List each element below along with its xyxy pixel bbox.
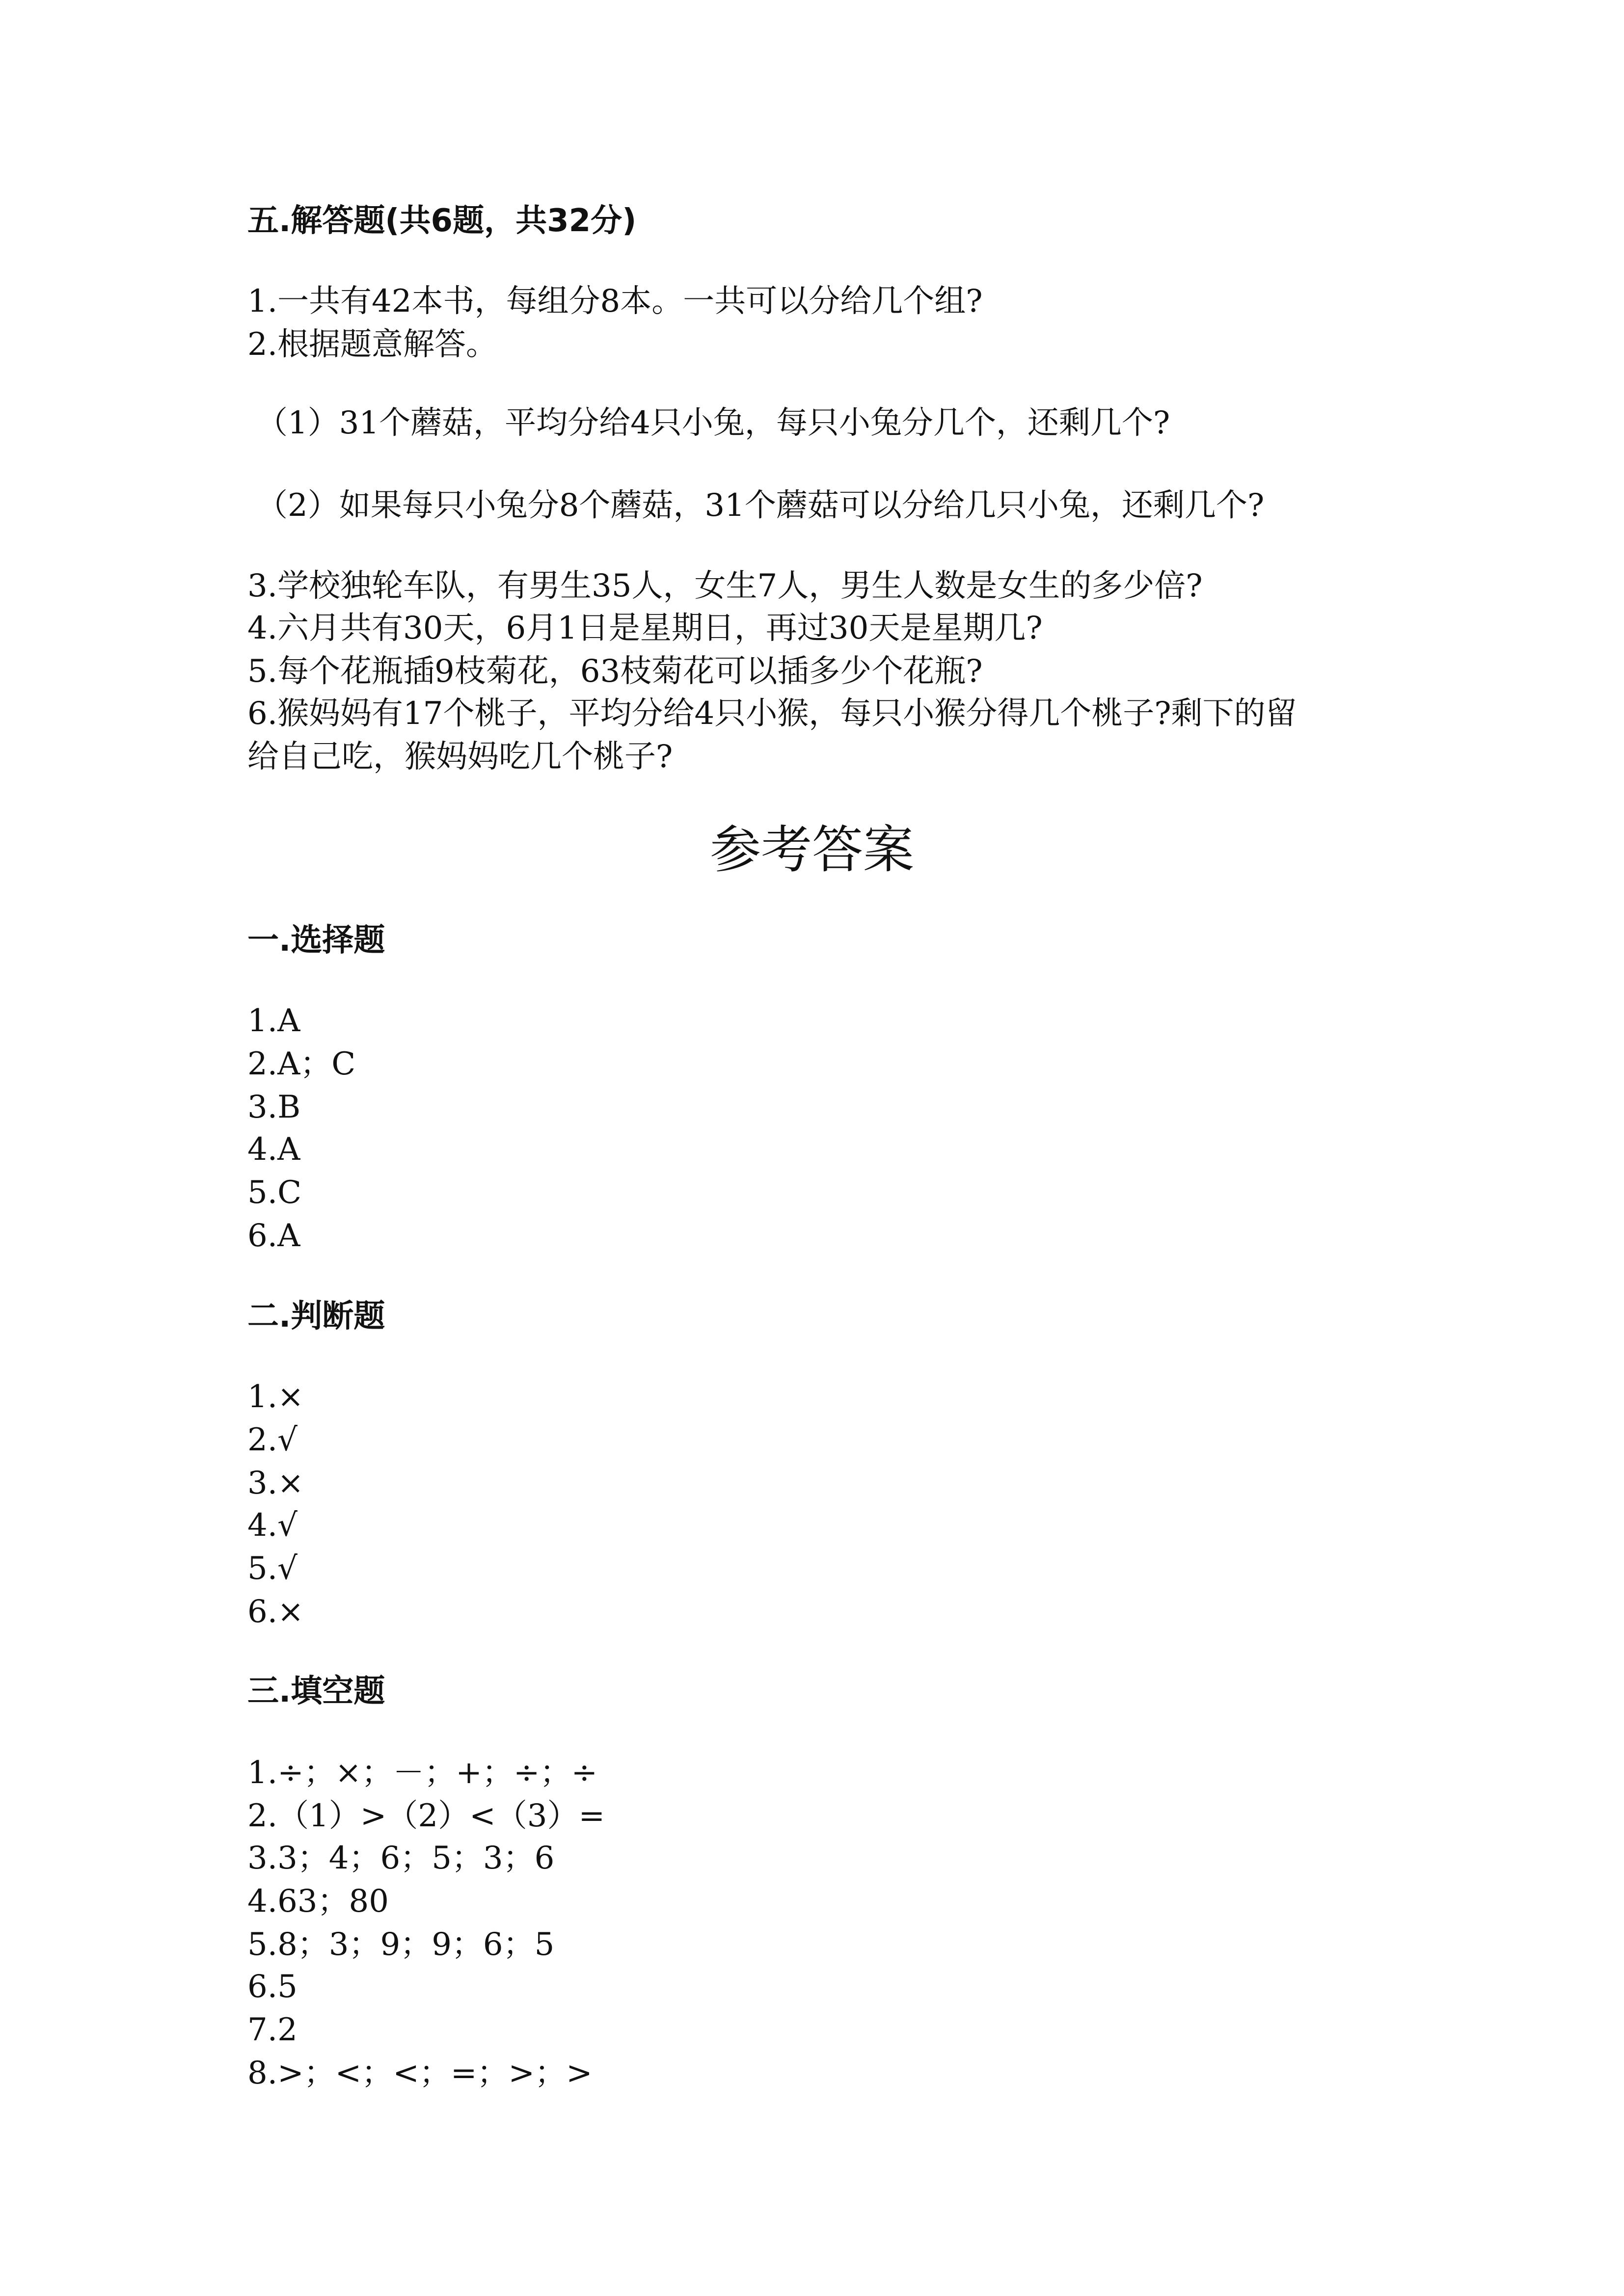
question-6-line-1: 6.猴妈妈有17个桃子，平均分给4只小猴，每只小猴分得几个桃子?剩下的留 <box>247 695 1297 732</box>
answer-fill-item: 2.（1）>（2）<（3）= <box>247 1798 605 1834</box>
answer-fill-item: 3.3；4；6；5；3；6 <box>247 1840 555 1876</box>
answer-choice-item: 1.A <box>247 1003 300 1039</box>
answer-fill-item: 8.>；<；<；=；>；> <box>247 2055 593 2091</box>
answer-judgment-item: 2.√ <box>247 1422 298 1458</box>
answer-judgment-item: 5.√ <box>247 1550 298 1587</box>
answer-judgment-item: 3.× <box>247 1465 304 1501</box>
answers-heading-judgment: 二.判断题 <box>247 1298 385 1335</box>
question-5: 5.每个花瓶插9枝菊花，63枝菊花可以插多少个花瓶? <box>247 653 983 690</box>
answer-judgment-item: 4.√ <box>247 1507 298 1544</box>
question-1: 1.一共有42本书，每组分8本。一共可以分给几个组? <box>247 283 983 320</box>
answer-choice-item: 3.B <box>247 1089 301 1125</box>
section-heading-answer-problems: 五.解答题(共6题，共32分) <box>247 203 637 239</box>
question-2: 2.根据题意解答。 <box>247 326 498 363</box>
answer-choice-item: 5.C <box>247 1175 302 1211</box>
answer-fill-item: 6.5 <box>247 1969 298 2005</box>
answer-fill-item: 7.2 <box>247 2012 298 2048</box>
question-4: 4.六月共有30天，6月1日是星期日，再过30天是星期几? <box>247 610 1043 646</box>
question-6-line-2: 给自己吃，猴妈妈吃几个桃子? <box>247 739 673 775</box>
answer-judgment-item: 1.× <box>247 1379 304 1415</box>
answers-title: 参考答案 <box>709 820 914 880</box>
question-2-part-2: （2）如果每只小兔分8个蘑菇，31个蘑菇可以分给几只小兔，还剩几个? <box>256 487 1265 524</box>
question-3: 3.学校独轮车队，有男生35人，女生7人，男生人数是女生的多少倍? <box>247 568 1203 604</box>
answer-choice-item: 4.A <box>247 1131 300 1168</box>
answer-choice-item: 6.A <box>247 1218 300 1254</box>
answer-fill-item: 1.÷；×；－；+；÷；÷ <box>247 1755 598 1791</box>
answer-choice-item: 2.A；C <box>247 1046 356 1082</box>
answer-judgment-item: 6.× <box>247 1594 304 1630</box>
answers-heading-choice: 一.选择题 <box>247 922 385 959</box>
question-2-part-1: （1）31个蘑菇，平均分给4只小兔，每只小兔分几个，还剩几个? <box>256 405 1170 441</box>
answer-fill-item: 4.63；80 <box>247 1883 389 1920</box>
answers-heading-fill-blank: 三.填空题 <box>247 1673 385 1709</box>
answer-fill-item: 5.8；3；9；9；6；5 <box>247 1926 555 1963</box>
